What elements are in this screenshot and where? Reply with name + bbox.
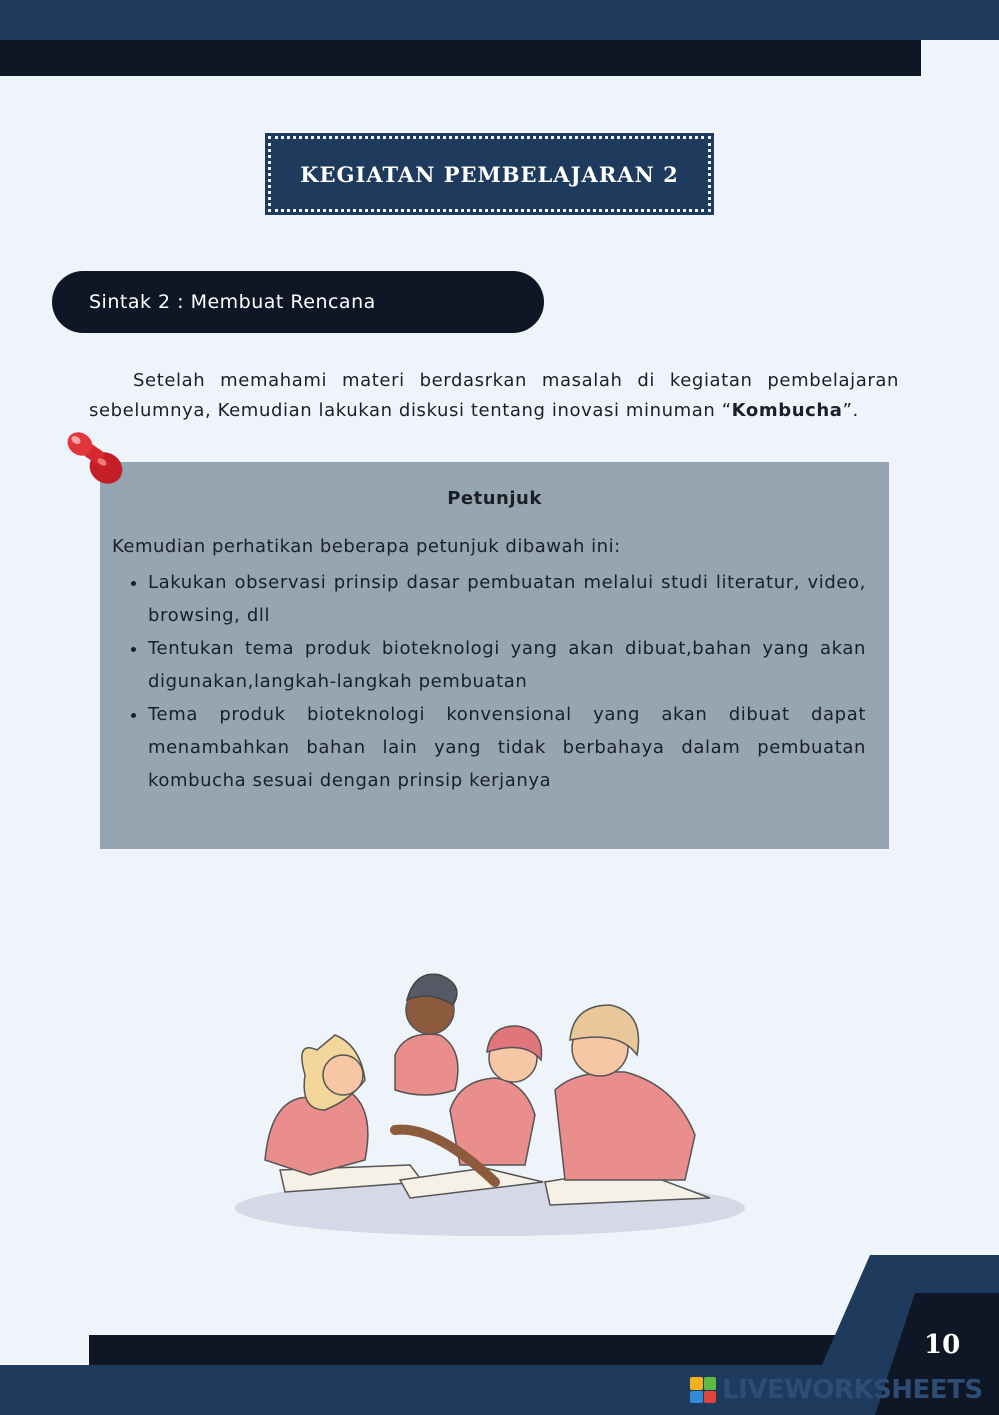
lesson-title-box xyxy=(268,136,711,212)
bottom-dark-bar xyxy=(89,1335,889,1365)
page-number: 10 xyxy=(924,1330,961,1360)
syntax-pill xyxy=(52,271,544,333)
hint-title: Petunjuk xyxy=(447,488,542,509)
hint-item: • Tema produk bioteknologi konvensional yang akan dibuat dapat menambahkan bahan lain yang tidak berbahaya dalam pembuatan kombucha sesuai dengan prinsip kerjanya xyxy=(148,698,866,797)
liveworksheets-logo-icon xyxy=(690,1377,716,1403)
top-header-band xyxy=(0,0,999,40)
hint-item: • Lakukan observasi prinsip dasar pembuatan melalui studi literatur, video, browsing, dll xyxy=(148,566,866,632)
watermark-text: LIVEWORKSHEETS xyxy=(722,1375,983,1405)
hint-list xyxy=(112,566,866,797)
hint-intro: Kemudian perhatikan beberapa petunjuk dibawah ini: xyxy=(112,536,621,557)
lesson-title: KEGIATAN PEMBELAJARAN 2 xyxy=(300,161,679,187)
top-dark-bar xyxy=(0,40,921,76)
intro-text-end: ”. xyxy=(842,400,859,421)
hint-item: • Tentukan tema produk bioteknologi yang akan dibuat,bahan yang akan digunakan,langkah-langkah pembuatan xyxy=(148,632,866,698)
pushpin-icon xyxy=(62,430,138,496)
intro-text: Setelah memahami materi berdasrkan masalah di kegiatan pembelajaran sebelumnya, Kemudian lakukan diskusi tentang inovasi minuman “ xyxy=(89,370,899,421)
intro-emphasis: Kombucha xyxy=(731,400,843,421)
students-studying-illustration xyxy=(225,960,755,1250)
hint-box xyxy=(100,462,889,849)
intro-paragraph xyxy=(89,366,899,426)
watermark xyxy=(690,1376,983,1404)
syntax-label: Sintak 2 : Membuat Rencana xyxy=(89,291,376,313)
